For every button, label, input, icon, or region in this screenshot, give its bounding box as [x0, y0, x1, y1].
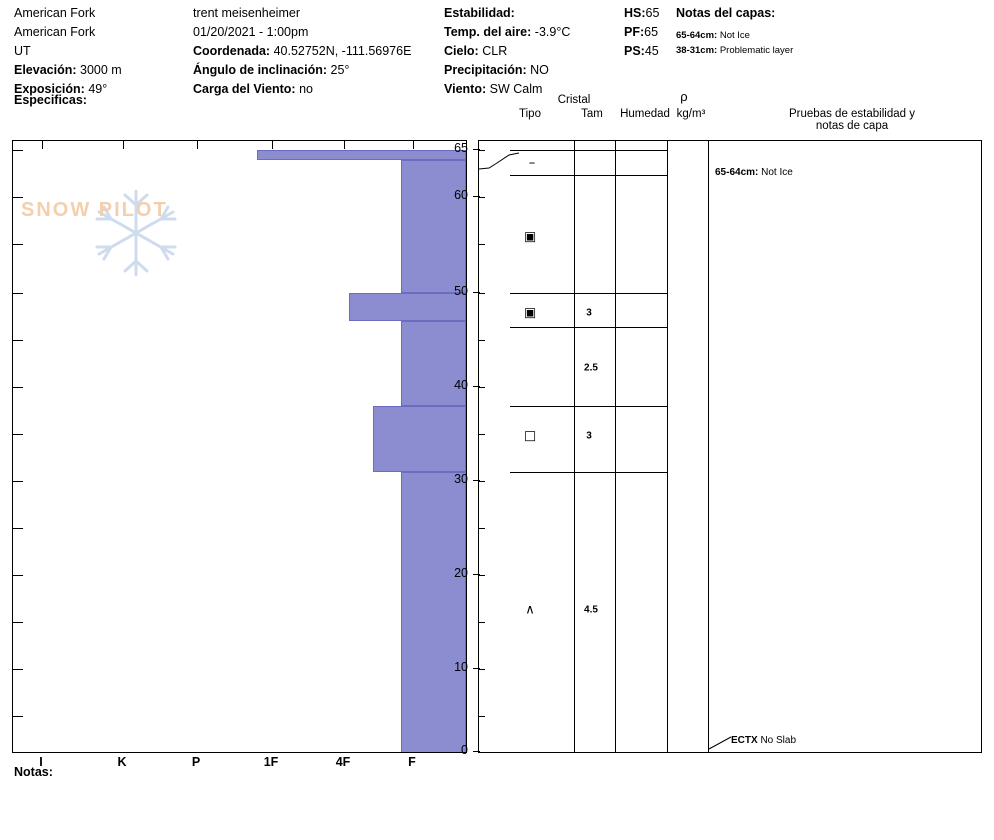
layer-note-depth: 38-31cm: [676, 45, 718, 56]
depth-label: 10 [454, 660, 468, 674]
table-tick [479, 293, 485, 294]
table-tick [479, 575, 485, 576]
hardness-label-1F: 1F [263, 755, 279, 769]
rho-symbol-header: ρ [680, 89, 688, 104]
pf-row [624, 23, 679, 42]
axis-tick [13, 669, 23, 670]
hs-value: 65 [645, 6, 660, 20]
column-divider [667, 141, 668, 752]
stability-layer-note [715, 167, 793, 178]
column-divider [615, 141, 616, 752]
header-location-column [14, 4, 194, 99]
layer-boundary [510, 472, 667, 473]
grain-type-glyph: ▣ [523, 305, 537, 321]
hs-label: HS: [624, 6, 646, 20]
column-divider [574, 141, 575, 752]
depth-axis [440, 140, 480, 757]
depth-label: 0 [461, 743, 468, 757]
location-state: UT [14, 44, 31, 58]
hardness-profile-plot [12, 140, 467, 753]
table-tick [479, 716, 485, 717]
pf-label: PF: [624, 25, 645, 39]
hardness-tick-4F [344, 141, 345, 149]
cristal-header: Cristal [557, 94, 591, 106]
depth-label: 30 [454, 472, 468, 486]
report-header [0, 0, 994, 112]
table-tick [479, 387, 485, 388]
axis-tick [13, 575, 23, 576]
precipitation-value: NO [530, 63, 549, 77]
hardness-label-4F: 4F [335, 755, 351, 769]
table-tick [479, 340, 485, 341]
sky-label: Cielo: [444, 44, 479, 58]
hardness-tick-P [197, 141, 198, 149]
coordinates-label: Coordenada: [193, 44, 271, 58]
layer-note-text: Not Ice [719, 30, 750, 41]
layer-bar [257, 150, 466, 160]
axis-tick [13, 244, 23, 245]
aspect-label: Exposición: [14, 82, 85, 96]
air-temp-row [444, 23, 624, 42]
table-tick [479, 434, 485, 435]
hardness-label-F: F [408, 755, 416, 769]
stability-note-text: Not Ice [761, 167, 793, 178]
axis-tick [13, 716, 23, 717]
location-region: American Fork [14, 25, 96, 39]
slope-angle-label: Ángulo de inclinación: [193, 63, 328, 77]
sky-row [444, 42, 624, 61]
snowpilot-watermark-icon [41, 183, 221, 283]
observer-name: trent meisenheimer [193, 6, 300, 20]
layer-note-item [676, 28, 994, 43]
depth-label: 50 [454, 284, 468, 298]
grain-type-glyph: ▣ [523, 229, 537, 245]
grain-size-value: 3 [586, 430, 592, 442]
ps-label: PS: [624, 44, 645, 58]
table-tick [479, 669, 485, 670]
grain-size-value: 3 [586, 307, 592, 319]
table-tick [479, 481, 485, 482]
layer-boundary [510, 406, 667, 407]
tam-header: Tam [581, 108, 603, 120]
pf-value: 65 [644, 25, 659, 39]
humedad-header: Humedad [620, 108, 670, 120]
grain-type-glyph: ∧ [525, 602, 535, 618]
depth-label: 65 [454, 141, 468, 155]
stability-tests-header: Pruebas de estabilidad y notas de capa [789, 108, 915, 132]
ps-value: 45 [644, 44, 659, 58]
grain-size-value: 4.5 [584, 604, 598, 616]
elevation-row [14, 61, 194, 80]
aspect-value: 49° [88, 82, 108, 96]
layer-boundary [510, 175, 667, 176]
table-tick [479, 622, 485, 623]
header-layer-notes-column [676, 4, 994, 58]
layer-note-depth: 65-64cm: [676, 30, 718, 41]
stability-row [444, 4, 624, 23]
hardness-axis [12, 755, 467, 775]
grain-size-value: 2.5 [584, 362, 598, 374]
hardness-label-P: P [191, 755, 201, 769]
column-divider [708, 141, 709, 752]
layer-boundary [510, 293, 667, 294]
elevation-label: Elevación: [14, 63, 77, 77]
hardness-tick-1F [272, 141, 273, 149]
notas-label: Notas: [14, 765, 53, 779]
layer-note-item [676, 43, 994, 58]
precipitation-row [444, 61, 624, 80]
axis-tick [13, 434, 23, 435]
table-tick [479, 528, 485, 529]
precipitation-label: Precipitación: [444, 63, 527, 77]
wind-loading-value: no [299, 82, 313, 96]
header-observer-column [193, 4, 443, 99]
axis-tick [13, 528, 23, 529]
axis-tick [13, 387, 23, 388]
ps-row [624, 42, 679, 61]
layer-notes-title: Notas del capas: [676, 6, 776, 20]
stability-label: Estabilidad: [444, 6, 515, 20]
slope-angle-value: 25° [330, 63, 350, 77]
ectx-result: No Slab [760, 735, 797, 746]
especificas-label: Especificas: [14, 93, 87, 107]
ectx-code: ECTX [731, 735, 758, 746]
snowpilot-watermark-text: SNOW PILOT [21, 199, 168, 221]
depth-label: 40 [454, 378, 468, 392]
layer-boundary [510, 150, 667, 151]
air-temp-label: Temp. del aire: [444, 25, 532, 39]
depth-label: 20 [454, 566, 468, 580]
stability-note-depth: 65-64cm: [715, 167, 759, 178]
wind-loading-label: Carga del Viento: [193, 82, 296, 96]
table-tick [479, 197, 485, 198]
hardness-tick-K [123, 141, 124, 149]
wind-value: SW Calm [489, 82, 543, 96]
depth-label: 60 [454, 188, 468, 202]
air-temp-value: -3.9°C [534, 25, 571, 39]
axis-tick [13, 293, 23, 294]
location-name: American Fork [14, 6, 96, 20]
table-tick [479, 244, 485, 245]
wind-loading-row [193, 80, 443, 99]
axis-tick [13, 197, 23, 198]
coordinates-row [193, 42, 443, 61]
grain-type-glyph: – [528, 155, 536, 171]
profile-connector-line [479, 141, 519, 181]
layer-boundary [510, 327, 667, 328]
slope-angle-row [193, 61, 443, 80]
ectx-test-result [731, 735, 796, 746]
hardness-tick-I [42, 141, 43, 149]
axis-tick [13, 622, 23, 623]
wind-row [444, 80, 624, 99]
elevation-value: 3000 m [80, 63, 122, 77]
header-weather-column [444, 4, 624, 99]
axis-tick [13, 481, 23, 482]
rho-units-header: kg/m³ [676, 108, 706, 120]
axis-tick [13, 340, 23, 341]
layer-detail-table [478, 140, 982, 753]
header-measurements-column [624, 4, 679, 61]
hs-row [624, 4, 679, 23]
wind-label: Viento: [444, 82, 487, 96]
axis-tick [13, 150, 23, 151]
grain-type-glyph: □ [523, 428, 537, 444]
hardness-tick-F [413, 141, 414, 149]
hardness-label-I: I [39, 755, 43, 769]
observation-datetime: 01/20/2021 - 1:00pm [193, 25, 309, 39]
tipo-header: Tipo [519, 108, 541, 120]
layer-note-text: Problematic layer [719, 45, 794, 56]
sky-value: CLR [482, 44, 508, 58]
coordinates-value: 40.52752N, -111.56976E [273, 44, 412, 58]
hardness-label-K: K [117, 755, 127, 769]
